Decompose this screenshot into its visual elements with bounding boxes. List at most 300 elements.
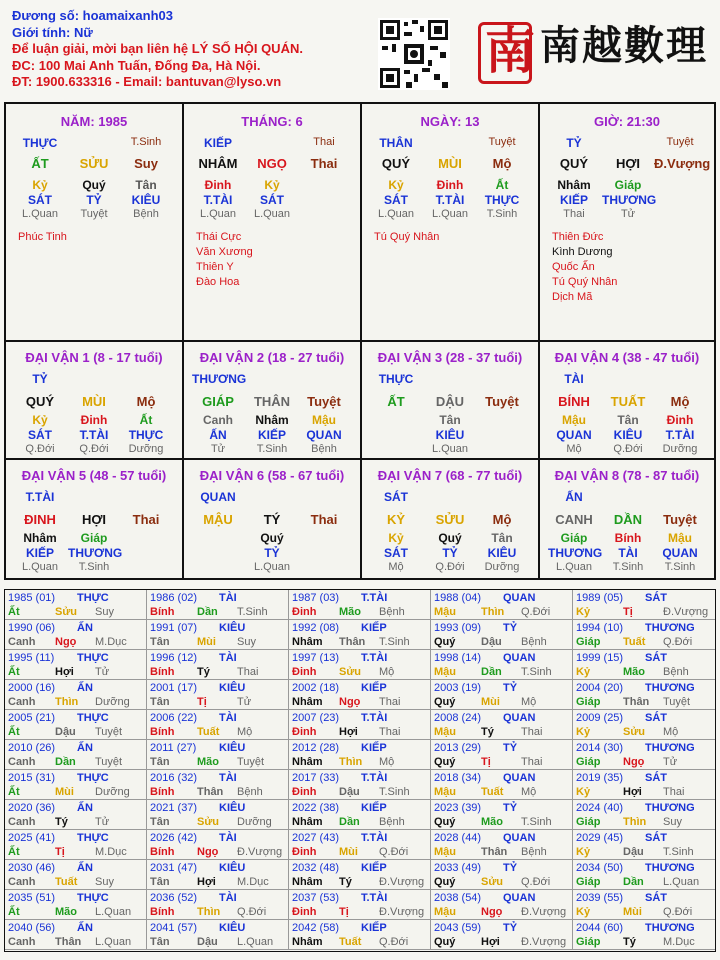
- year-cell: [431, 860, 573, 890]
- year-cell: [147, 710, 289, 740]
- year-stem: Ất: [8, 906, 20, 918]
- year-star: TÀI: [219, 652, 237, 664]
- daivan-value: HỢI: [81, 512, 107, 527]
- pillars-value: L.Quan: [21, 208, 59, 220]
- year-cell: [5, 770, 147, 800]
- year-branch: Mùi: [197, 636, 216, 648]
- year-label: 1997 (13): [292, 652, 340, 664]
- daivan-row: [540, 531, 714, 546]
- year-star: THỰC: [77, 832, 109, 844]
- year-phase: M.Dục: [95, 846, 127, 858]
- daivan-value: QUAN: [556, 428, 592, 442]
- year-stem: Ất: [8, 666, 20, 678]
- daivan-value: Thai: [132, 512, 160, 527]
- year-star: THỰC: [77, 592, 109, 604]
- year-phase: T.Sinh: [237, 606, 268, 618]
- year-stem: Kỷ: [576, 906, 591, 918]
- year-cell: [573, 650, 715, 680]
- pillars-value: NHÂM: [198, 156, 238, 171]
- daivan-row: [184, 443, 360, 458]
- year-label: 2030 (46): [8, 862, 56, 874]
- year-stem: Ất: [8, 606, 20, 618]
- year-phase: Bệnh: [379, 816, 405, 828]
- year-star: T.TÀI: [361, 592, 388, 604]
- pillars-row: [540, 208, 714, 223]
- year-cell: [431, 830, 573, 860]
- daivan-value: QUAN: [306, 428, 342, 442]
- daivan-title: ĐẠI VẬN 1 (8 - 17 tuổi): [25, 350, 163, 365]
- year-phase: T.Sinh: [379, 636, 410, 648]
- year-star: TỶ: [503, 742, 518, 754]
- daivan-value: TỶ: [32, 372, 48, 386]
- year-label: 2017 (33): [292, 772, 340, 784]
- daivan-row: [540, 512, 714, 527]
- daivan-value: Dưỡng: [662, 443, 698, 455]
- year-stem: Đinh: [292, 606, 317, 618]
- contact-note: Để luận giải, mời bạn liên hệ LÝ SỐ HỘI QUÁN.: [12, 41, 303, 56]
- daivan-value: Tuyệt: [663, 512, 697, 527]
- daivan-row: [362, 546, 538, 561]
- year-star: THƯƠNG: [645, 622, 695, 634]
- year-stem: Nhâm: [292, 756, 323, 768]
- year-branch: Mùi: [339, 846, 358, 858]
- year-stem: Quý: [434, 816, 456, 828]
- phone-email[interactable]: ĐT: 1900.633316 - Email: bantuvan@lyso.vn: [12, 74, 282, 89]
- year-cell: [431, 920, 573, 950]
- year-phase: Tử: [95, 666, 110, 678]
- year-branch: Tý: [197, 666, 210, 678]
- year-cell: [147, 620, 289, 650]
- year-stem: Nhâm: [292, 936, 323, 948]
- year-label: 2000 (16): [8, 682, 56, 694]
- year-label: 1989 (05): [576, 592, 624, 604]
- year-stem: Nhâm: [292, 816, 323, 828]
- year-cell: [289, 920, 431, 950]
- year-phase: Dưỡng: [95, 696, 130, 708]
- pillars-value: KIÊU: [131, 193, 161, 207]
- daivan-value: Kỷ: [388, 531, 404, 545]
- year-star: THƯƠNG: [645, 802, 695, 814]
- year-star: T.TÀI: [361, 712, 388, 724]
- year-cell: [431, 680, 573, 710]
- year-stem: Tân: [150, 636, 170, 648]
- daivan-value: Mộ: [388, 561, 404, 573]
- year-stem: Ất: [8, 846, 20, 858]
- year-cell: [431, 710, 573, 740]
- pillars-value: SỬU: [79, 156, 109, 171]
- daivan-title: ĐẠI VẬN 5 (48 - 57 tuổi): [21, 468, 167, 483]
- pillars-value: THÂN: [379, 136, 413, 150]
- pillars-value: TỶ: [566, 136, 582, 150]
- year-label: 2012 (28): [292, 742, 340, 754]
- special-stars: [374, 230, 439, 245]
- year-phase: Thai: [379, 726, 401, 738]
- daivan-value: Tân: [439, 413, 461, 427]
- year-branch: Sửu: [55, 606, 78, 618]
- year-branch: Tị: [55, 846, 65, 858]
- pillars-value: QUÝ: [559, 156, 589, 171]
- daivan-value: Tân: [491, 531, 513, 545]
- year-star: SÁT: [645, 832, 667, 844]
- daivan-value: Tuyệt: [307, 394, 341, 409]
- year-label: 2041 (57): [150, 922, 198, 934]
- year-star: QUAN: [503, 652, 536, 664]
- year-star: QUAN: [503, 712, 536, 724]
- year-cell: [147, 830, 289, 860]
- pillars-title: GIỜ: 21:30: [593, 114, 660, 129]
- year-stem: Đinh: [292, 906, 317, 918]
- daivan-row: [540, 372, 714, 387]
- year-cell: [431, 620, 573, 650]
- year-cell: [5, 680, 147, 710]
- year-branch: Dậu: [55, 726, 76, 738]
- daivan-row: [540, 394, 714, 409]
- daivan-value: Canh: [203, 413, 233, 427]
- year-label: 1990 (06): [8, 622, 56, 634]
- year-label: 2003 (19): [434, 682, 482, 694]
- pillars-row: [362, 208, 538, 223]
- year-branch: Sửu: [339, 666, 362, 678]
- year-label: 1991 (07): [150, 622, 198, 634]
- year-phase: Q.Đới: [237, 906, 267, 918]
- year-star: KIÊU: [219, 862, 246, 874]
- daivan-value: TÝ: [263, 512, 281, 527]
- daivan-value: L.Quan: [253, 561, 291, 573]
- year-branch: Hợi: [481, 936, 500, 948]
- pillars-value: L.Quan: [377, 208, 415, 220]
- year-cell: [147, 920, 289, 950]
- pillars-value: Kỷ: [32, 178, 48, 192]
- year-branch: Thân: [55, 936, 82, 948]
- year-star: TÀI: [219, 772, 237, 784]
- daivan-value: TỶ: [264, 546, 280, 560]
- year-stem: Giáp: [576, 756, 601, 768]
- pillars-value: Bệnh: [133, 208, 159, 220]
- year-stem: Mậu: [434, 726, 456, 738]
- year-label: 2025 (41): [8, 832, 56, 844]
- year-cell: [573, 680, 715, 710]
- daivan-value: L.Quan: [431, 443, 469, 455]
- pillars-value: QUÝ: [381, 156, 411, 171]
- year-cell: [431, 770, 573, 800]
- daivan-value: THƯƠNG: [68, 546, 123, 560]
- pillars-value: Kỷ: [264, 178, 280, 192]
- year-cell: [573, 890, 715, 920]
- star-item: Kình Dương: [552, 246, 613, 258]
- daivan-value: Đinh: [666, 413, 694, 427]
- year-branch: Tuất: [339, 936, 362, 948]
- pillars-value: Giáp: [614, 178, 642, 192]
- daivan-row: [184, 531, 360, 546]
- year-phase: Đ.Vượng: [237, 846, 283, 858]
- year-label: 2035 (51): [8, 892, 56, 904]
- pillars-row: [6, 193, 182, 208]
- daivan-value: Giáp: [80, 531, 108, 545]
- year-branch: Dậu: [481, 636, 502, 648]
- year-label: 2026 (42): [150, 832, 198, 844]
- year-cell: [5, 650, 147, 680]
- year-stem: Giáp: [576, 876, 601, 888]
- pillars-row: [184, 156, 360, 171]
- year-cell: [573, 590, 715, 620]
- year-phase: Đ.Vượng: [663, 606, 709, 618]
- year-stem: Tân: [150, 936, 170, 948]
- pillars-value: NGỌ: [257, 156, 287, 171]
- year-star: KIẾP: [361, 682, 387, 694]
- year-stem: Quý: [434, 696, 456, 708]
- year-phase: T.Sinh: [521, 816, 552, 828]
- daivan-value: KIẾP: [257, 428, 286, 442]
- pillars-row: [540, 156, 714, 171]
- year-stem: Giáp: [576, 636, 601, 648]
- daivan-value: MẬU: [203, 512, 233, 527]
- year-branch: Dần: [623, 876, 644, 888]
- daivan-row: [6, 394, 182, 409]
- year-star: KIẾP: [361, 802, 387, 814]
- gender: Giới tính: Nữ: [12, 24, 93, 40]
- daivan-value: KIÊU: [487, 546, 517, 560]
- daivan-value: L.Quan: [21, 561, 59, 573]
- year-label: 2009 (25): [576, 712, 624, 724]
- daivan-value: Q.Đới: [435, 561, 465, 573]
- daivan-value: Tuyệt: [485, 394, 519, 409]
- year-star: THỰC: [77, 712, 109, 724]
- year-label: 2021 (37): [150, 802, 198, 814]
- daivan-row: [184, 561, 360, 576]
- year-branch: Thân: [197, 786, 224, 798]
- year-branch: Mùi: [481, 696, 500, 708]
- pillars-value: HỢI: [615, 156, 641, 171]
- daivan-value: T.Sinh: [612, 561, 644, 573]
- year-label: 1985 (01): [8, 592, 56, 604]
- year-stem: Tân: [150, 696, 170, 708]
- year-phase: Q.Đới: [379, 846, 409, 858]
- year-branch: Mùi: [55, 786, 74, 798]
- daivan-title: ĐẠI VẬN 3 (28 - 37 tuổi): [377, 350, 523, 365]
- year-stem: Mậu: [434, 846, 456, 858]
- logo-text: 南越數理: [540, 22, 708, 69]
- year-label: 1988 (04): [434, 592, 482, 604]
- year-cell: [5, 860, 147, 890]
- pillars-value: ẤT: [31, 156, 49, 171]
- year-stem: Đinh: [292, 786, 317, 798]
- daivan-value: T.Sinh: [664, 561, 696, 573]
- year-cell: [431, 590, 573, 620]
- year-cell: [573, 770, 715, 800]
- pillars-row: [540, 178, 714, 193]
- year-label: 2029 (45): [576, 832, 624, 844]
- year-stem: Mậu: [434, 906, 456, 918]
- year-label: 2044 (60): [576, 922, 624, 934]
- year-phase: Tuyệt: [237, 756, 265, 768]
- year-phase: Dưỡng: [237, 816, 272, 828]
- year-star: KIÊU: [219, 682, 246, 694]
- daivan-value: MÙI: [82, 394, 106, 409]
- year-cell: [431, 890, 573, 920]
- year-cell: [431, 800, 573, 830]
- pillars-cell: [362, 104, 540, 342]
- year-star: TỶ: [503, 922, 518, 934]
- pillars-value: THỰC: [22, 136, 58, 150]
- year-cell: [289, 770, 431, 800]
- daivan-value: CANH: [555, 512, 593, 527]
- year-branch: Mão: [623, 666, 645, 678]
- year-label: 2001 (17): [150, 682, 198, 694]
- year-phase: Đ.Vượng: [379, 876, 425, 888]
- year-label: 2039 (55): [576, 892, 624, 904]
- daivan-row: [6, 546, 182, 561]
- year-branch: Hợi: [55, 666, 74, 678]
- pillars-value: SÁT: [384, 193, 408, 207]
- year-cell: [289, 620, 431, 650]
- year-cell: [289, 680, 431, 710]
- pillars-row: [6, 156, 182, 171]
- year-phase: Tuyệt: [95, 756, 123, 768]
- year-cell: [289, 740, 431, 770]
- daivan-row: [184, 428, 360, 443]
- daivan-row: [540, 546, 714, 561]
- year-stem: Mậu: [434, 666, 456, 678]
- year-branch: Dần: [339, 816, 360, 828]
- daivan-cell: [184, 460, 362, 580]
- year-cell: [5, 590, 147, 620]
- year-label: 1987 (03): [292, 592, 340, 604]
- year-star: KIÊU: [219, 742, 246, 754]
- daivan-value: KIÊU: [435, 428, 465, 442]
- year-branch: Dậu: [197, 936, 218, 948]
- year-star: THƯƠNG: [645, 862, 695, 874]
- year-phase: Suy: [237, 636, 256, 648]
- daivan-value: Mộ: [136, 394, 156, 409]
- year-stem: Mậu: [434, 786, 456, 798]
- year-label: 1995 (11): [8, 652, 55, 664]
- pillars-row: [362, 136, 538, 151]
- year-branch: Tị: [339, 906, 349, 918]
- year-branch: Thìn: [55, 696, 79, 708]
- year-stem: Kỷ: [576, 846, 591, 858]
- year-branch: Tý: [623, 936, 636, 948]
- daivan-value: GIÁP: [202, 394, 234, 409]
- year-label: 1994 (10): [576, 622, 624, 634]
- pillars-value: Tuyệt: [488, 136, 516, 148]
- year-phase: Đ.Vượng: [379, 906, 425, 918]
- pillars-row: [540, 193, 714, 208]
- daivan-row: [6, 512, 182, 527]
- pillars-row: [362, 178, 538, 193]
- pillars-value: Đinh: [436, 178, 464, 192]
- daivan-value: THƯƠNG: [192, 372, 247, 386]
- year-branch: Ngọ: [623, 756, 645, 768]
- year-cell: [147, 650, 289, 680]
- year-stem: Canh: [8, 756, 36, 768]
- daivan-value: THỰC: [128, 428, 164, 442]
- daivan-value: Dưỡng: [484, 561, 520, 573]
- daivan-cell: [362, 460, 540, 580]
- daivan-value: T.Sinh: [78, 561, 110, 573]
- year-cell: [5, 800, 147, 830]
- header-info: [12, 8, 372, 91]
- pillars-value: Ất: [495, 178, 509, 192]
- year-phase: Tử: [663, 756, 678, 768]
- daivan-row: [540, 490, 714, 505]
- year-cell: [147, 590, 289, 620]
- daivan-row: [6, 531, 182, 546]
- year-label: 2010 (26): [8, 742, 56, 754]
- daivan-value: Q.Đới: [79, 443, 109, 455]
- year-star: KIẾP: [361, 742, 387, 754]
- daivan-cell: [6, 342, 184, 460]
- year-stem: Canh: [8, 816, 36, 828]
- star-item: Dịch Mã: [552, 291, 593, 303]
- daivan-value: Giáp: [560, 531, 588, 545]
- year-branch: Tý: [339, 876, 352, 888]
- year-branch: Tị: [481, 756, 491, 768]
- daivan-title: ĐẠI VẬN 2 (18 - 27 tuổi): [199, 350, 345, 365]
- special-stars: [196, 230, 253, 290]
- daivan-cell: [362, 342, 540, 460]
- star-item: Quốc Ấn: [552, 261, 595, 273]
- year-branch: Thân: [623, 696, 650, 708]
- pillars-row: [6, 208, 182, 223]
- year-branch: Tuất: [55, 876, 78, 888]
- pillars-cell: [540, 104, 714, 342]
- daivan-value: DẦN: [613, 512, 643, 527]
- annual-luck-table: [4, 589, 716, 952]
- year-branch: Tuất: [481, 786, 504, 798]
- year-stem: Tân: [150, 876, 170, 888]
- year-star: KIÊU: [219, 922, 246, 934]
- year-branch: Mão: [197, 756, 219, 768]
- year-stem: Bính: [150, 846, 175, 858]
- pillars-row: [6, 178, 182, 193]
- year-cell: [573, 830, 715, 860]
- year-label: 2002 (18): [292, 682, 340, 694]
- daivan-value: T.TÀI: [25, 490, 55, 504]
- daivan-cell: [184, 342, 362, 460]
- pillars-row: [184, 178, 360, 193]
- daivan-value: Đinh: [80, 413, 108, 427]
- year-branch: Ngọ: [197, 846, 219, 858]
- year-label: 2027 (43): [292, 832, 340, 844]
- year-cell: [289, 830, 431, 860]
- year-cell: [573, 920, 715, 950]
- year-star: QUAN: [503, 892, 536, 904]
- year-stem: Bính: [150, 786, 175, 798]
- daivan-value: Nhâm: [255, 413, 289, 427]
- pillars-value: L.Quan: [253, 208, 291, 220]
- year-label: 2004 (20): [576, 682, 624, 694]
- pillars-value: T.TÀI: [203, 193, 233, 207]
- year-branch: Thìn: [623, 816, 647, 828]
- year-star: ẤN: [77, 742, 93, 754]
- daivan-title: ĐẠI VẬN 6 (58 - 67 tuổi): [199, 468, 345, 483]
- year-branch: Tuất: [623, 636, 646, 648]
- year-cell: [573, 860, 715, 890]
- daivan-value: Ất: [139, 413, 153, 427]
- year-star: ẤN: [77, 922, 93, 934]
- daivan-cell: [540, 460, 714, 580]
- year-phase: M.Dục: [237, 876, 269, 888]
- year-label: 2031 (47): [150, 862, 198, 874]
- year-label: 2015 (31): [8, 772, 56, 784]
- daivan-value: KỶ: [386, 512, 406, 527]
- pillars-value: MÙI: [438, 156, 462, 171]
- year-star: T.TÀI: [361, 892, 388, 904]
- year-cell: [289, 710, 431, 740]
- year-star: T.TÀI: [361, 652, 388, 664]
- year-star: QUAN: [503, 832, 536, 844]
- year-stem: Canh: [8, 936, 36, 948]
